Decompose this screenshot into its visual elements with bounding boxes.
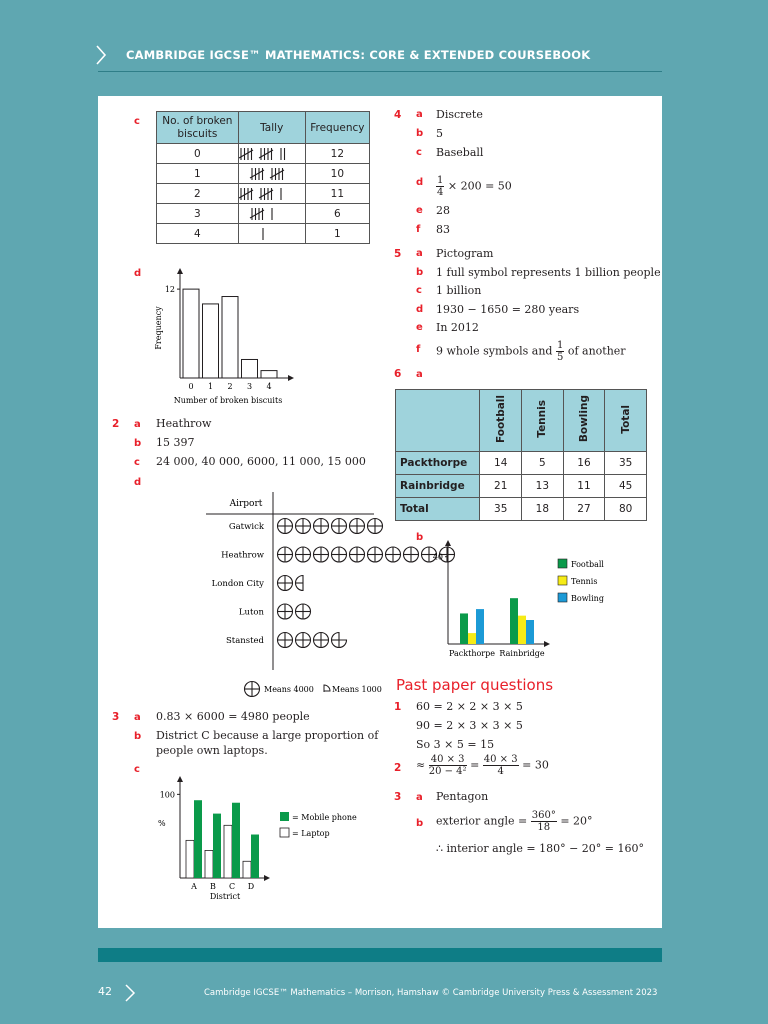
- x-axis-arrow: [288, 375, 294, 381]
- footer-chevron-icon: [124, 983, 136, 1003]
- key-full-label: Means 4000: [264, 685, 314, 694]
- q4-item-answer: 28: [436, 204, 450, 217]
- x-tick-label: A: [191, 882, 197, 891]
- q2b-label: b: [134, 438, 142, 449]
- legend-label: Tennis: [571, 577, 598, 586]
- table1-cell-tally: [238, 204, 305, 224]
- footer-band: [98, 948, 662, 962]
- ppq3b-fraction: [531, 810, 557, 833]
- sports-bar-chart: [426, 540, 626, 662]
- legend-laptop-label: = Laptop: [292, 829, 330, 838]
- x-tick-label: 2: [227, 382, 233, 391]
- tally-marks: [239, 187, 305, 201]
- tally-marks: [250, 167, 294, 181]
- legend-mobile-swatch: [280, 812, 289, 821]
- legend-laptop-swatch: [280, 828, 289, 837]
- q5-item-label: d: [416, 303, 424, 315]
- mobile-bar: [213, 814, 221, 878]
- sports-row-label: Total: [396, 498, 480, 521]
- ppq2-f2-num: 40 × 3: [483, 754, 518, 765]
- y-tick-label: 12: [164, 285, 175, 295]
- x-tick-label: C: [228, 882, 236, 891]
- y-tick-label: 100: [159, 790, 175, 800]
- q4-item-answer: 5: [436, 127, 443, 140]
- q3a-answer: 0.83 × 6000 = 4980 people: [156, 710, 310, 723]
- q2-number: 2: [112, 418, 120, 430]
- legend-label: Football: [571, 560, 604, 569]
- bar: [203, 304, 219, 378]
- table-row: [157, 184, 370, 204]
- sports-table-corner: [396, 390, 480, 452]
- q4-item-answer: Discrete: [436, 108, 483, 121]
- q4-item-label: e: [416, 205, 423, 216]
- key-partial-label: Means 1000: [332, 685, 382, 694]
- sports-cell: 14: [480, 452, 522, 475]
- sports-bar: [460, 613, 468, 644]
- q2b-answer: 15 397: [156, 436, 195, 449]
- biscuit-bar-chart: [148, 266, 308, 411]
- table1-cell-frequency: 10: [305, 164, 369, 184]
- x-axis-label: Number of broken biscuits: [173, 396, 283, 405]
- q5f-text2: of another: [567, 344, 626, 358]
- ppq3b-num: 360°: [531, 810, 556, 821]
- table1-cell-tally: [238, 184, 305, 204]
- tally-marks: [250, 207, 294, 221]
- table1-cell-n: 4: [157, 224, 239, 244]
- ppq3b-answer: [436, 810, 593, 833]
- q4-item-label: f: [416, 224, 421, 235]
- table1-cell-frequency: 11: [305, 184, 369, 204]
- pictogram-title: Airport: [229, 499, 263, 509]
- ppq2-result: = 30: [522, 758, 549, 772]
- ppq3b-text2: = 20°: [560, 814, 593, 828]
- page-number: 42: [98, 985, 112, 998]
- table-row: [157, 224, 370, 244]
- sports-cell: 5: [522, 452, 564, 475]
- q5-number: 5: [394, 248, 402, 260]
- sports-bar: [476, 609, 484, 644]
- x-tick-label: Rainbridge: [499, 649, 545, 658]
- table1-cell-tally: [238, 144, 305, 164]
- table1-cell-n: 3: [157, 204, 239, 224]
- table1-cell-frequency: 1: [305, 224, 369, 244]
- q2c-answer: 24 000, 40 000, 6000, 11 000, 15 000: [156, 455, 366, 468]
- legend-mobile-label: = Mobile phone: [292, 813, 357, 822]
- q4d-answer: [436, 175, 512, 198]
- q5-item-label: b: [416, 266, 424, 278]
- ppq2-eq: =: [470, 758, 480, 772]
- laptop-bar: [243, 861, 251, 878]
- x-tick-label: 4: [266, 382, 272, 391]
- ppq2-number: 2: [394, 762, 402, 774]
- pictogram-row-label: Stansted: [225, 636, 264, 646]
- table1-cell-frequency: 12: [305, 144, 369, 164]
- q4-item-label: a: [416, 109, 423, 120]
- q5f-label: f: [416, 344, 421, 355]
- tally-marks: [261, 227, 283, 241]
- table-row: [396, 452, 647, 475]
- mobile-bar: [232, 803, 240, 878]
- table-row: [157, 144, 370, 164]
- sports-bar: [518, 616, 526, 644]
- table1-header-frequency: Frequency: [305, 112, 369, 144]
- ppq1-line2: 90 = 2 × 3 × 3 × 5: [416, 719, 523, 732]
- mobile-bar: [251, 835, 259, 878]
- sports-cell: 18: [522, 498, 564, 521]
- ppq3b-den: 18: [537, 822, 551, 833]
- q5-item-answer: 1 billion: [436, 284, 482, 297]
- tally-marks: [239, 147, 305, 161]
- x-axis-label: District: [209, 892, 241, 901]
- y-axis-label: %: [158, 819, 166, 828]
- q6-number: 6: [394, 368, 402, 380]
- ppq3a-answer: Pentagon: [436, 790, 489, 803]
- q2d-label: d: [134, 477, 142, 488]
- q1c-label: c: [134, 116, 140, 127]
- ppq2-fraction1: [429, 754, 467, 777]
- sports-cell: 27: [563, 498, 605, 521]
- x-tick-label: 1: [207, 382, 214, 391]
- q3b-answer-line1: District C because a large proportion of: [156, 729, 379, 742]
- sports-cell: 16: [563, 452, 605, 475]
- key-quarter-symbol: [324, 685, 330, 692]
- ppq3b-line2: ∴ interior angle = 180° − 20° = 160°: [436, 842, 645, 855]
- y-axis-arrow: [177, 268, 183, 274]
- q5-item-answer: 1 full symbol represents 1 billion people: [436, 265, 661, 279]
- broken-biscuits-table: [156, 111, 370, 244]
- sports-cell: 11: [563, 475, 605, 498]
- ppq2-fraction2: [483, 754, 519, 777]
- sports-cell: 21: [480, 475, 522, 498]
- q3b-answer-line2: people own laptops.: [156, 744, 268, 757]
- q3c-label: c: [134, 764, 140, 775]
- table1-cell-frequency: 6: [305, 204, 369, 224]
- q3b-label: b: [134, 731, 142, 742]
- ppq3-number: 3: [394, 791, 402, 803]
- q5f-fraction: [556, 340, 564, 363]
- table1-cell-tally: [238, 224, 305, 244]
- laptop-bar: [205, 850, 213, 878]
- sports-row-label: Packthorpe: [396, 452, 480, 475]
- ppq3b-text1: exterior angle =: [436, 814, 528, 828]
- table-row: [157, 204, 370, 224]
- y-axis-arrow: [177, 776, 183, 782]
- pictogram-row-label: Luton: [238, 607, 264, 618]
- mobile-bar: [194, 800, 202, 878]
- y-axis-arrow: [445, 540, 451, 546]
- sports-cell: 80: [605, 498, 647, 521]
- q4d-fraction: [436, 175, 444, 198]
- q3-number: 3: [112, 711, 120, 723]
- sports-cell: 13: [522, 475, 564, 498]
- q1d-label: d: [134, 268, 142, 279]
- ppq2-approx: ≈: [416, 758, 426, 772]
- table-row: [396, 498, 647, 521]
- sports-cell: 35: [605, 452, 647, 475]
- x-axis-arrow: [264, 875, 270, 881]
- q4-number: 4: [394, 109, 402, 121]
- ppq3a-label: a: [416, 792, 423, 803]
- q4-item-answer: Baseball: [436, 146, 484, 159]
- sports-col-total: Total: [605, 390, 647, 452]
- laptop-bar: [224, 825, 232, 878]
- sports-bar: [526, 620, 534, 644]
- ppq2-f1-num: 40 × 3: [429, 754, 467, 766]
- q5-item-label: a: [416, 248, 423, 259]
- sports-cell: 35: [480, 498, 522, 521]
- q3a-label: a: [134, 712, 141, 723]
- q4d-rest: × 200 = 50: [447, 179, 512, 193]
- x-tick-label: D: [247, 882, 255, 891]
- ppq3b-label: b: [416, 818, 424, 829]
- q5f-numerator: 1: [556, 340, 564, 351]
- pictogram-row-label: London City: [211, 579, 264, 589]
- legend-swatch: [558, 576, 567, 585]
- sports-cell: 45: [605, 475, 647, 498]
- sports-table: [395, 389, 647, 521]
- y-tick-label: 40: [432, 552, 443, 562]
- q6b-label: b: [416, 532, 424, 543]
- q5-item-label: c: [416, 285, 422, 296]
- table1-cell-tally: [238, 164, 305, 184]
- bar: [183, 289, 199, 378]
- sports-col-football: Football: [480, 390, 522, 452]
- x-axis-arrow: [544, 641, 550, 647]
- header-chevron-icon: [94, 44, 108, 66]
- legend-swatch: [558, 559, 567, 568]
- legend-swatch: [558, 593, 567, 602]
- table-row: [157, 164, 370, 184]
- sports-row-label: Rainbridge: [396, 475, 480, 498]
- q5-item-answer: 1930 − 1650 = 280 years: [436, 302, 580, 316]
- q5f-text1: 9 whole symbols and: [436, 344, 553, 358]
- x-tick-label: Packthorpe: [449, 649, 495, 658]
- ppq1-line3: So 3 × 5 = 15: [416, 738, 495, 751]
- bar: [242, 359, 258, 378]
- x-tick-label: B: [210, 882, 216, 891]
- past-paper-heading: Past paper questions: [396, 676, 554, 694]
- ppq2-f1-den: 20 − 4²: [428, 766, 467, 777]
- q5-item-answer: In 2012: [436, 321, 479, 334]
- q5-item-label: e: [416, 322, 423, 333]
- q5-item-answer: Pictogram: [436, 247, 494, 260]
- pictogram-row-label: Heathrow: [221, 550, 264, 561]
- sports-bar: [510, 598, 518, 644]
- ppq2-answer: [416, 754, 549, 777]
- header-divider: [98, 71, 662, 72]
- sports-col-bowling: Bowling: [563, 390, 605, 452]
- ppq1-number: 1: [394, 701, 402, 713]
- laptop-bar: [186, 840, 194, 878]
- district-bar-chart: [148, 776, 368, 906]
- y-axis-label: Frequency: [154, 306, 163, 350]
- q4-item-label: b: [416, 128, 424, 139]
- q4-item-label: c: [416, 147, 422, 158]
- sports-bar: [468, 633, 476, 644]
- table1-header-n: No. of broken biscuits: [157, 112, 239, 144]
- q5f-denominator: 5: [556, 352, 564, 363]
- x-tick-label: 3: [246, 382, 253, 391]
- bar: [222, 297, 238, 378]
- table1-cell-n: 0: [157, 144, 239, 164]
- q5f-answer: [436, 340, 626, 363]
- legend-label: Bowling: [571, 594, 604, 603]
- q4d-denominator: 4: [437, 187, 444, 198]
- table1-cell-n: 2: [157, 184, 239, 204]
- x-tick-label: 0: [188, 382, 194, 391]
- q4d-numerator: 1: [437, 175, 444, 186]
- ppq1-line1: 60 = 2 × 2 × 3 × 5: [416, 700, 523, 713]
- q2a-label: a: [134, 419, 141, 430]
- pictogram-row-label: Gatwick: [228, 522, 264, 532]
- q2a-answer: Heathrow: [156, 417, 212, 430]
- sports-col-tennis: Tennis: [522, 390, 564, 452]
- table-row: [396, 475, 647, 498]
- book-title: CAMBRIDGE IGCSE™ MATHEMATICS: CORE & EXTENDED COURSEBOOK: [126, 48, 591, 62]
- q4-item-label: d: [416, 177, 424, 188]
- bar: [261, 371, 277, 378]
- q2c-label: c: [134, 457, 140, 468]
- q4-item-answer: 83: [436, 223, 450, 236]
- airport-pictogram: [106, 492, 382, 702]
- footer-credit: Cambridge IGCSE™ Mathematics – Morrison, Hamshaw © Cambridge University Press & Assessment 2023: [204, 988, 658, 998]
- ppq2-f2-den: 4: [497, 766, 504, 777]
- q6a-label: a: [416, 369, 423, 380]
- answer-page: [98, 96, 662, 928]
- table1-header-tally: Tally: [238, 112, 305, 144]
- table1-cell-n: 1: [157, 164, 239, 184]
